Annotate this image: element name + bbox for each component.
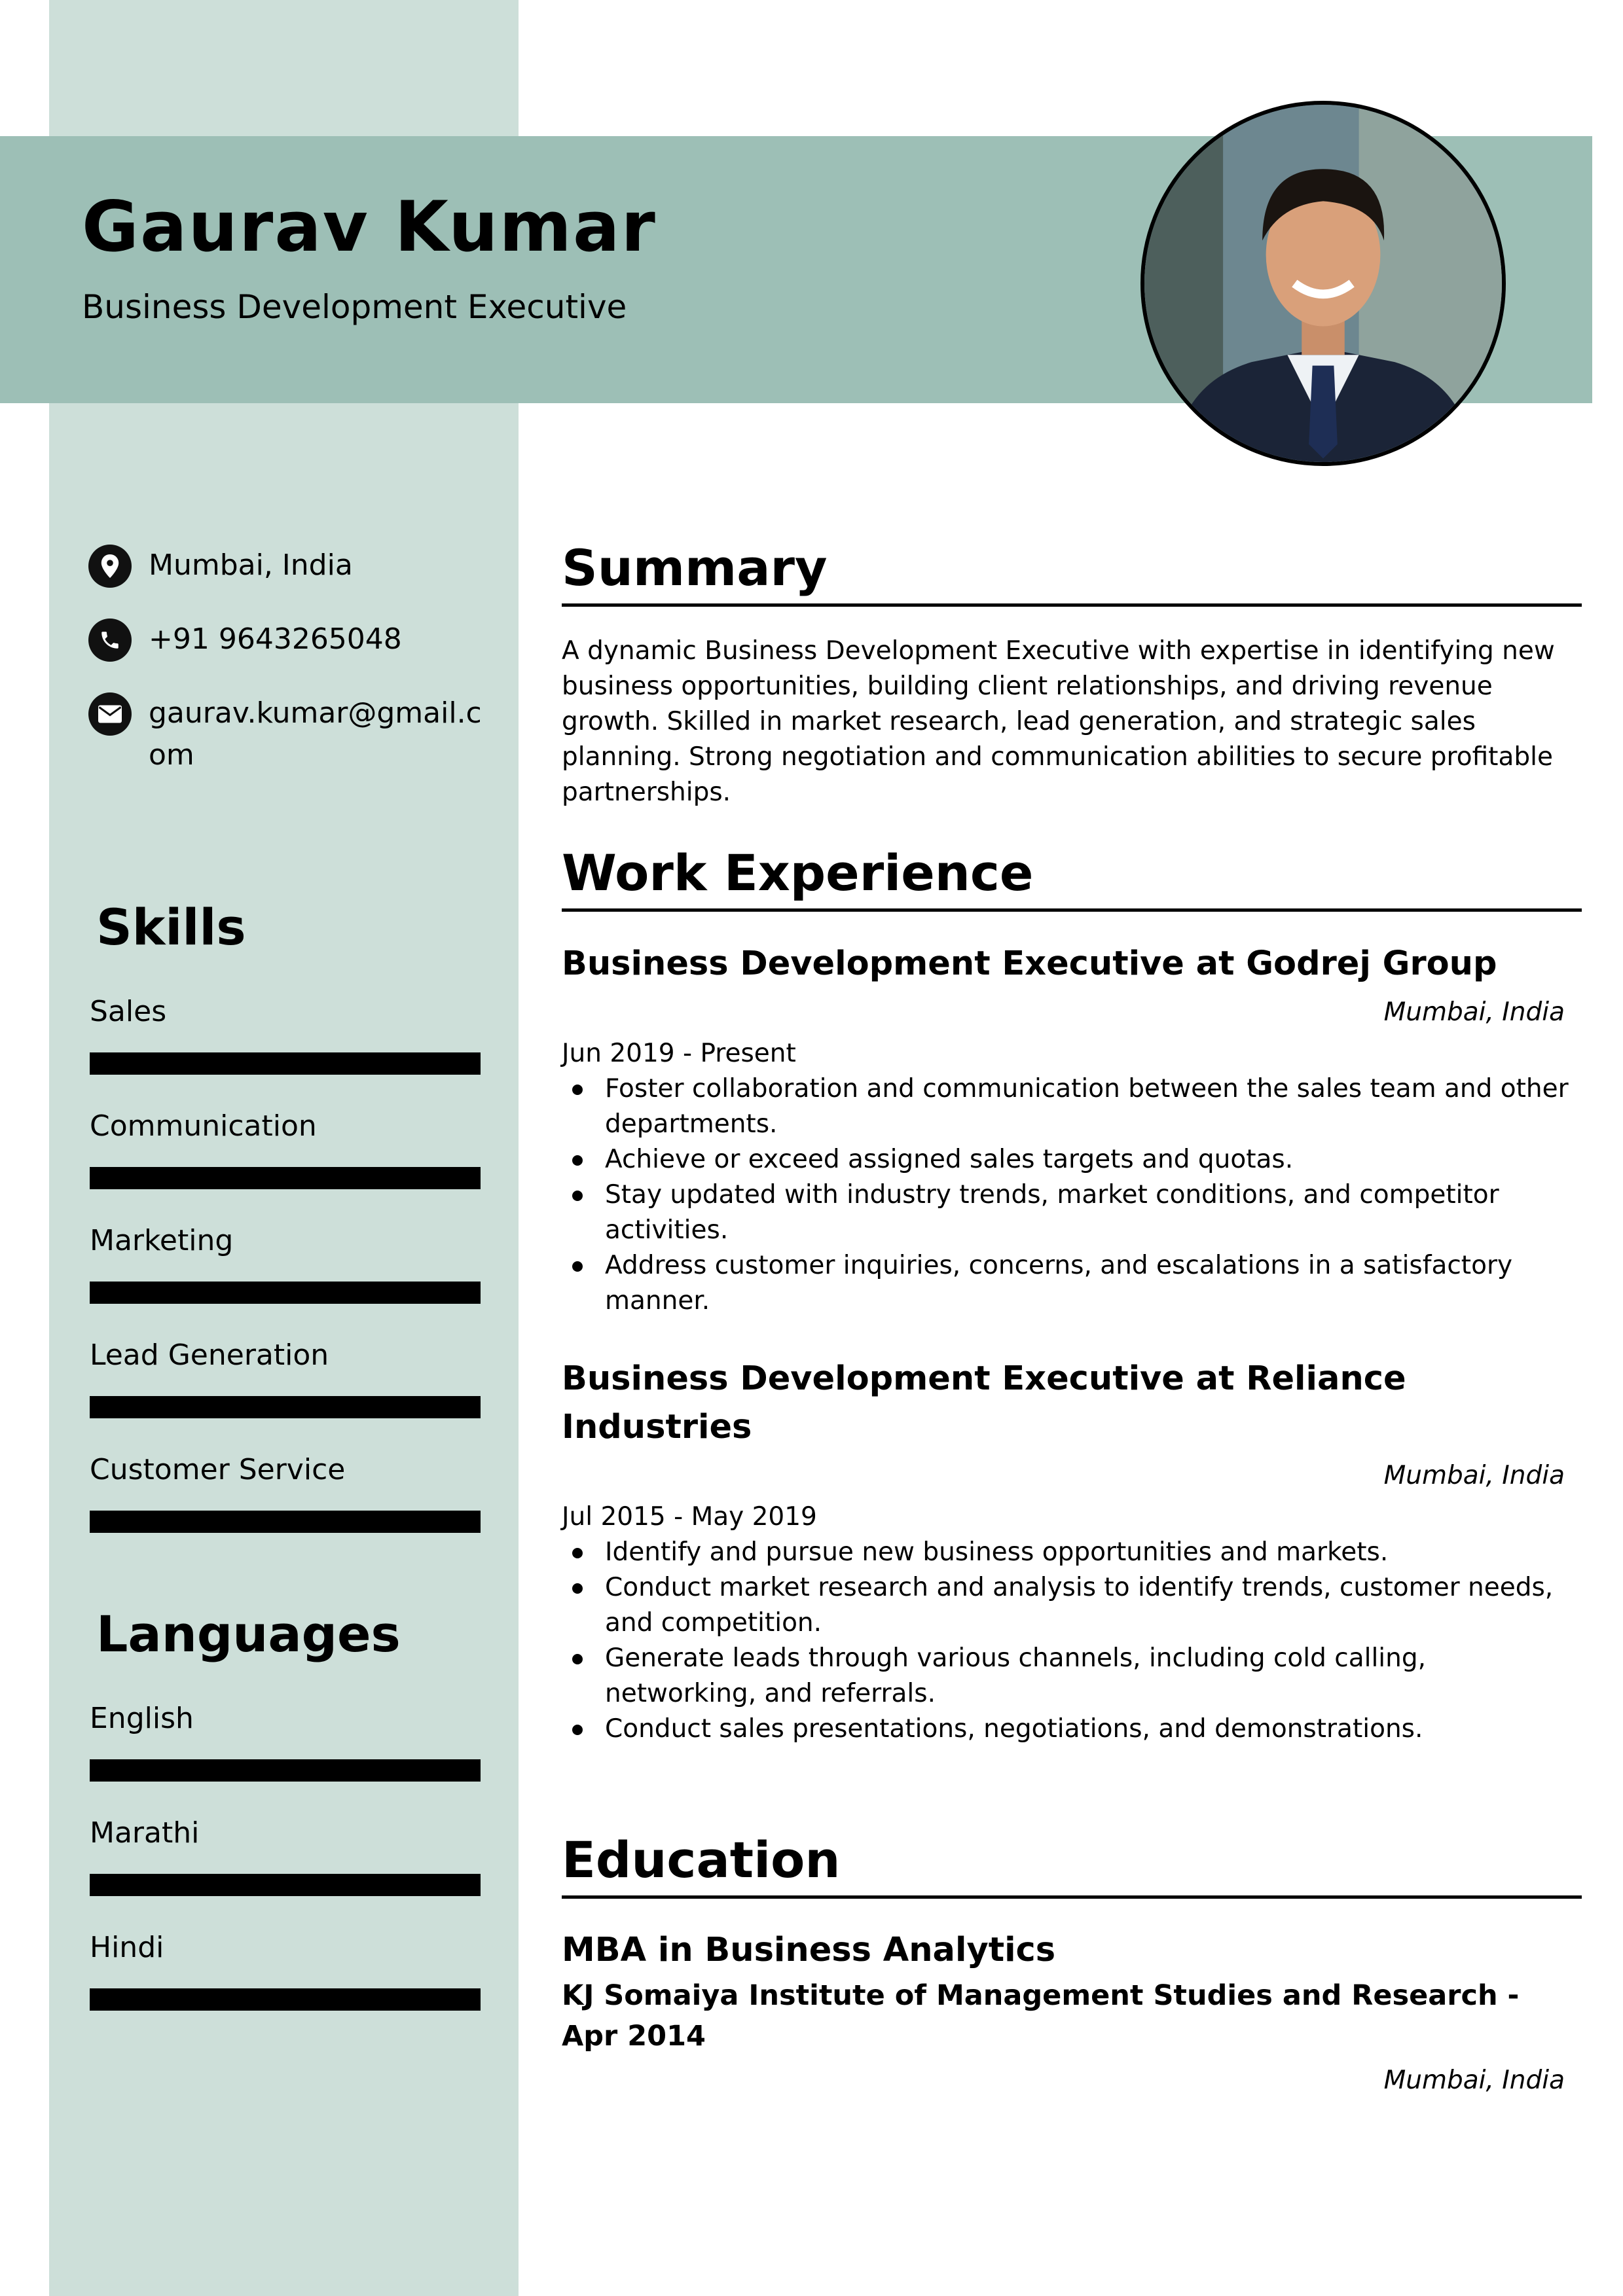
job-title: Business Development Executive at Godrej Group <box>562 944 1497 983</box>
list-item: Conduct sales presentations, negotiations, and demonstrations. <box>605 1712 1582 1747</box>
list-item: Identify and pursue new business opportunities and markets. <box>605 1535 1582 1570</box>
list-item: Foster collaboration and communication between the sales team and other departments. <box>605 1071 1582 1142</box>
skills-label: Sales <box>90 995 167 1028</box>
skills-level-bar <box>90 1511 481 1533</box>
languages-label: Marathi <box>90 1816 200 1850</box>
education-entry <box>562 1928 1582 2095</box>
skills-item <box>90 1109 481 1143</box>
skills-label: Communication <box>90 1109 317 1143</box>
list-item: Stay updated with industry trends, market conditions, and competitor activities. <box>605 1177 1582 1248</box>
contact-email <box>88 692 489 776</box>
job-bullets <box>562 1535 1582 1747</box>
skills-level-bar <box>90 1167 481 1189</box>
job-dates: Jun 2019 - Present <box>562 1039 796 1068</box>
skills-label: Lead Generation <box>90 1338 329 1372</box>
job-reliance <box>562 1355 1582 1747</box>
contact-phone <box>88 619 489 662</box>
candidate-role: Business Development Executive <box>82 288 627 326</box>
list-item: Generate leads through various channels, including cold calling, networking, and referrals. <box>605 1641 1582 1712</box>
languages-label: English <box>90 1702 194 1735</box>
person-portrait-icon <box>1144 105 1502 462</box>
languages-item <box>90 1931 481 1964</box>
skills-level-fill <box>90 1396 481 1418</box>
skills-item <box>90 1453 481 1486</box>
list-item: Achieve or exceed assigned sales targets and quotas. <box>605 1142 1582 1177</box>
skills-level-fill <box>90 1282 481 1304</box>
list-item: Conduct market research and analysis to identify trends, customer needs, and competition. <box>605 1570 1582 1641</box>
languages-level-fill <box>90 1759 481 1782</box>
contact-location <box>88 545 489 588</box>
summary-heading: Summary <box>562 535 1582 607</box>
languages-item <box>90 1816 481 1850</box>
candidate-name: Gaurav Kumar <box>82 187 657 267</box>
job-location: Mumbai, India <box>1383 1461 1565 1490</box>
skills-level-fill <box>90 1167 481 1189</box>
job-title: Business Development Executive at Reliance Industries <box>562 1359 1406 1446</box>
languages-level-bar <box>90 1988 481 2011</box>
languages-label: Hindi <box>90 1931 164 1964</box>
list-item: Address customer inquiries, concerns, and escalations in a satisfactory manner. <box>605 1248 1582 1319</box>
job-location: Mumbai, India <box>1383 997 1565 1027</box>
email-link[interactable]: gaurav.kumar@gmail.com <box>149 696 482 772</box>
job-bullets <box>562 1071 1582 1319</box>
education-heading: Education <box>562 1827 1582 1899</box>
education-degree: MBA in Business Analytics <box>562 1931 1056 1969</box>
job-godrej <box>562 940 1582 1319</box>
phone-icon <box>88 619 132 662</box>
languages-item <box>90 1702 481 1735</box>
skills-level-bar <box>90 1052 481 1075</box>
job-dates: Jul 2015 - May 2019 <box>562 1502 817 1532</box>
envelope-icon <box>88 692 132 736</box>
experience-heading: Work Experience <box>562 840 1582 912</box>
skills-heading: Skills <box>96 898 246 956</box>
skills-item <box>90 995 481 1028</box>
education-location: Mumbai, India <box>1383 2066 1565 2095</box>
skills-level-bar <box>90 1396 481 1418</box>
profile-photo <box>1140 101 1506 466</box>
skills-item <box>90 1224 481 1257</box>
map-pin-icon <box>88 545 132 588</box>
skills-label: Marketing <box>90 1224 234 1257</box>
languages-level-fill <box>90 1988 481 2011</box>
skills-level-fill <box>90 1052 481 1075</box>
skills-level-fill <box>90 1511 481 1533</box>
education-school: KJ Somaiya Institute of Management Studies and Research - Apr 2014 <box>562 1979 1520 2053</box>
summary-text: A dynamic Business Development Executive with expertise in identifying new business opportunities, building client relationships, and driving revenue growth. Skilled in market research, lead generation, and strategic sales planning. Strong negotiation and communication abilities to secure profitable partnerships. <box>562 636 1555 807</box>
skills-label: Customer Service <box>90 1453 346 1486</box>
skills-item <box>90 1338 481 1372</box>
languages-level-fill <box>90 1874 481 1896</box>
languages-level-bar <box>90 1874 481 1896</box>
location-text: Mumbai, India <box>149 548 353 582</box>
languages-level-bar <box>90 1759 481 1782</box>
skills-level-bar <box>90 1282 481 1304</box>
languages-heading: Languages <box>96 1605 401 1663</box>
phone-text: +91 9643265048 <box>149 622 402 656</box>
